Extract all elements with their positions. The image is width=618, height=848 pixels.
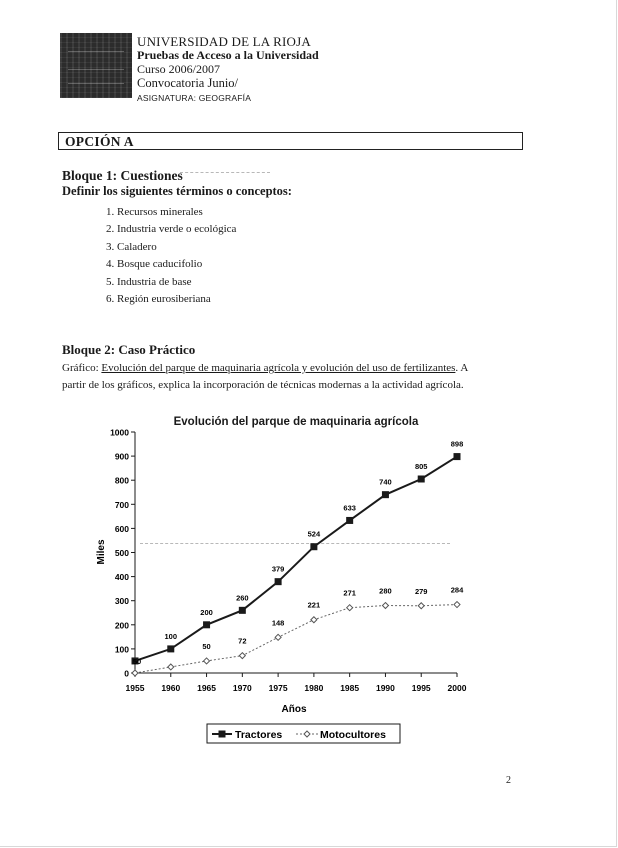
motocultores-point: [239, 653, 245, 659]
tractores-line: [135, 457, 457, 661]
motocultores-data-label: 280: [379, 586, 392, 596]
list-item: 5. Industria de base: [106, 275, 192, 288]
motocultores-data-label: 148: [271, 618, 285, 628]
legend-tractores-label: Tractores: [235, 729, 283, 741]
x-tick-label: 1970: [232, 683, 252, 693]
tractores-data-label: 740: [379, 477, 392, 487]
tractores-point: [454, 453, 461, 460]
x-tick-label: 1990: [375, 683, 395, 693]
tractores-data-label: 524: [307, 529, 321, 539]
motocultores-point: [275, 634, 281, 640]
motocultores-point: [132, 670, 138, 676]
motocultores-point: [418, 603, 424, 609]
block2-line2: partir de los gráficos, explica la incorporación de técnicas modernas a la actividad agrícola.: [62, 379, 464, 391]
header-year: Curso 2006/2007: [137, 62, 221, 76]
list-item: 2. Industria verde o ecológica: [106, 223, 237, 236]
tractores-point: [310, 543, 317, 550]
tractores-data-label: 100: [164, 631, 178, 641]
header-subject: ASIGNATURA: GEOGRAFÍA: [137, 93, 252, 103]
x-tick-label: 1985: [340, 683, 360, 693]
motocultores-data-label: 72: [238, 636, 247, 646]
motocultores-line: [132, 605, 457, 673]
x-tick-label: 1960: [161, 683, 181, 693]
motocultores-point: [168, 664, 174, 670]
line1-prefix: Gráfico:: [62, 362, 102, 374]
x-tick-label: 1965: [197, 683, 217, 693]
tractores-data-label: 633: [343, 503, 356, 513]
tractores-point: [203, 621, 210, 628]
tractores-data-label: 50: [132, 656, 142, 666]
motocultores-data-label: 279: [414, 586, 428, 596]
motocultores-point: [454, 602, 460, 608]
x-tick-label: 1980: [304, 683, 324, 693]
tractores-point: [167, 645, 174, 652]
y-tick-label: 400: [114, 572, 129, 583]
list-item: 4. Bosque caducifolio: [106, 258, 203, 271]
x-tick-label: 1955: [125, 683, 145, 693]
x-tick-label: 1975: [268, 683, 288, 693]
block1-title: Bloque 1: Cuestiones: [62, 168, 183, 183]
chart-reference-link: Evolución del parque de maquinaria agrícola y evolución del uso de fertilizantes: [101, 362, 456, 374]
y-tick-label: 1000: [110, 427, 129, 438]
y-tick-label: 300: [114, 596, 129, 607]
block1-subtitle: Definir los siguientes términos o conceptos:: [62, 184, 292, 198]
x-tick-label: 2000: [447, 683, 467, 693]
list-item: 6. Región eurosiberiana: [106, 292, 211, 305]
tractores-point: [382, 491, 389, 498]
motocultores-point: [204, 658, 210, 664]
tractores-data-label: 379: [271, 564, 285, 574]
tractores-point: [239, 607, 246, 614]
motocultores-point: [311, 617, 317, 623]
tractores-data-label: 200: [200, 607, 213, 617]
y-tick-label: 900: [114, 451, 129, 462]
header-exam: Pruebas de Acceso a la Universidad: [137, 48, 319, 62]
tractores-data-label: 260: [236, 593, 249, 603]
y-tick-label: 500: [114, 548, 129, 558]
x-tick-label: 1995: [411, 683, 431, 693]
y-tick-label: 700: [114, 499, 129, 510]
legend-motocultores-label: Motocultores: [320, 729, 386, 741]
y-tick-label: 0: [124, 668, 129, 679]
y-tick-label: 200: [114, 620, 129, 631]
x-axis-label: Años: [281, 704, 307, 715]
option-title: OPCIÓN A: [65, 134, 134, 149]
motocultores-data-label: 221: [307, 600, 321, 610]
block2-title: Bloque 2: Caso Práctico: [62, 342, 196, 357]
tractores-point: [275, 578, 282, 585]
list-item: 1. Recursos minerales: [106, 206, 203, 218]
list-item: 3. Caladero: [106, 240, 157, 253]
y-tick-label: 800: [114, 475, 129, 486]
motocultores-point: [382, 603, 388, 609]
page-number: 2: [506, 775, 511, 786]
tractores-data-label: 805: [414, 461, 428, 471]
motocultores-data-label: 284: [450, 585, 464, 595]
motocultores-point: [347, 605, 353, 611]
tractores-point: [346, 517, 353, 524]
header-session: Convocatoria Junio/: [137, 76, 239, 90]
legend-tractores-marker: [219, 731, 226, 738]
y-axis-label: Miles: [96, 539, 107, 565]
tractores-data-label: 898: [450, 439, 464, 449]
motocultores-data-label: 50: [202, 641, 211, 651]
y-tick-label: 100: [114, 644, 129, 655]
chart-title: Evolución del parque de maquinaria agrícola: [173, 416, 419, 428]
header-university: UNIVERSIDAD DE LA RIOJA: [137, 34, 311, 49]
motocultores-data-label: 271: [343, 588, 356, 598]
legend: [207, 724, 400, 743]
y-tick-label: 600: [114, 523, 129, 534]
line1-suffix: . A: [455, 362, 469, 374]
tractores-point: [418, 475, 425, 482]
